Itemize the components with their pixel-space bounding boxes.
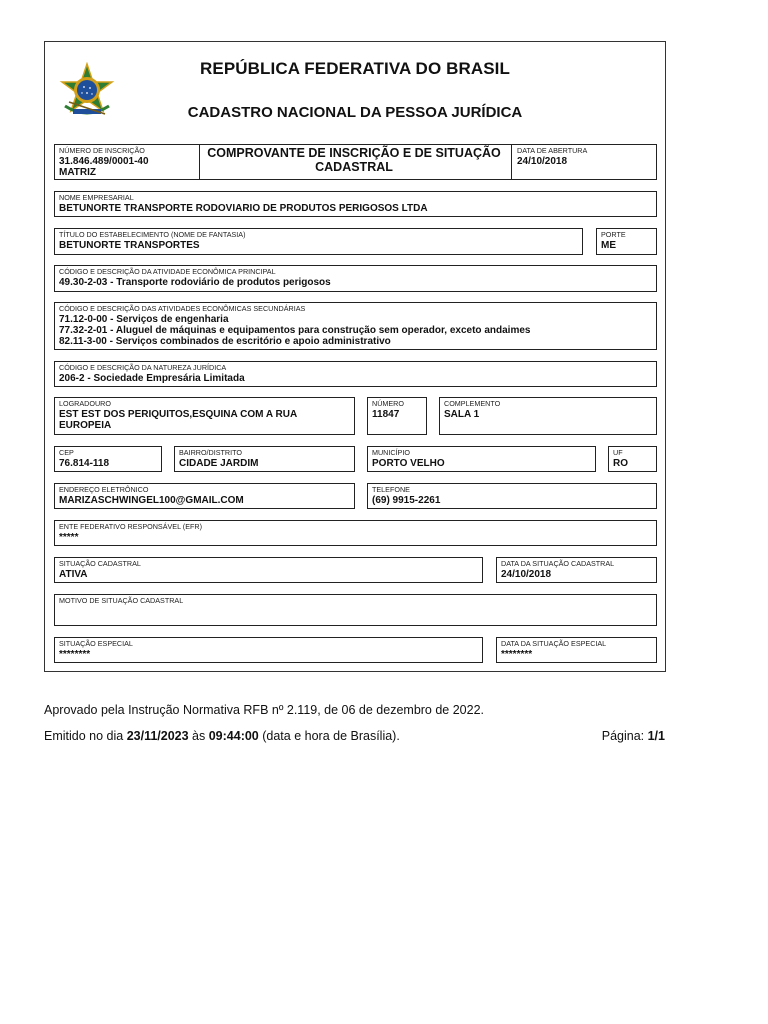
numero-label: NÚMERO [372,399,404,408]
telefone-value: (69) 9915-2261 [372,495,441,506]
issued-time: 09:44:00 [208,729,259,743]
page-indicator [602,729,665,743]
motivo-box [54,594,657,626]
natureza-juridica-label: CÓDIGO E DESCRIÇÃO DA NATUREZA JURÍDICA [59,363,227,372]
logradouro-line2: EUROPEIA [59,420,112,431]
page-value: 1/1 [647,729,665,743]
list-item: 82.11-3-00 - Serviços combinados de escritório e apoio administrativo [59,336,391,347]
doc-title-line2: CADASTRAL [315,160,393,174]
abertura-label: DATA DE ABERTURA [517,146,588,155]
abertura-value: 24/10/2018 [517,156,568,167]
brazil-coat-of-arms-icon [57,62,117,122]
issued-mid: às [188,729,209,743]
issued-prefix: Emitido no dia [44,729,127,743]
efr-box [54,520,657,546]
situacao-box [54,557,483,583]
bairro-value: CIDADE JARDIM [179,458,259,469]
situacao-data-box [496,557,657,583]
document-title [198,146,510,174]
issued-suffix: (data e hora de Brasília). [258,729,400,743]
inscricao-value: 31.846.489/0001-40 [59,156,149,167]
inscricao-label: NÚMERO DE INSCRIÇÃO [59,146,145,155]
cep-value: 76.814-118 [59,458,110,469]
especial-data-value: ******** [501,649,533,660]
situacao-label: SITUAÇÃO CADASTRAL [59,559,141,568]
issued-date: 23/11/2023 [126,729,189,743]
especial-label: SITUAÇÃO ESPECIAL [59,639,133,648]
complemento-label: COMPLEMENTO [444,399,501,408]
efr-label: ENTE FEDERATIVO RESPONSÁVEL (EFR) [59,522,202,531]
cep-box [54,446,162,472]
logradouro-box [54,397,355,435]
approval-note: Aprovado pela Instrução Normativa RFB nº 2.119, de 06 de dezembro de 2022. [44,703,485,717]
fantasia-value: BETUNORTE TRANSPORTES [59,240,200,251]
logradouro-line1: EST EST DOS PERIQUITOS,ESQUINA COM A RUA [59,409,298,420]
logradouro-label: LOGRADOURO [59,399,111,408]
email-box [54,483,355,509]
numero-box [367,397,427,435]
porte-value: ME [601,240,616,251]
fantasia-label: TÍTULO DO ESTABELECIMENTO (NOME DE FANTASIA) [59,230,246,239]
complemento-value: SALA 1 [444,409,480,420]
republic-title: REPÚBLICA FEDERATIVA DO BRASIL [200,59,510,78]
atividade-principal-label: CÓDIGO E DESCRIÇÃO DA ATIVIDADE ECONÔMICA PRINCIPAL [59,267,276,276]
nome-empresarial-value: BETUNORTE TRANSPORTE RODOVIARIO DE PRODUTOS PERIGOSOS LTDA [59,203,428,214]
situacao-data-label: DATA DA SITUAÇÃO CADASTRAL [501,559,615,568]
nome-empresarial-box [54,191,657,217]
natureza-juridica-box [54,361,657,387]
nome-empresarial-label: NOME EMPRESARIAL [59,193,134,202]
municipio-value: PORTO VELHO [372,458,445,469]
numero-value: 11847 [372,409,400,420]
complemento-box [439,397,657,435]
porte-label: PORTE [601,230,626,239]
efr-value: ***** [59,532,79,543]
bairro-label: BAIRRO/DISTRITO [179,448,242,457]
situacao-value: ATIVA [59,569,88,580]
municipio-box [367,446,596,472]
atividade-principal-value: 49.30-2-03 - Transporte rodoviário de produtos perigosos [59,277,331,288]
motivo-label: MOTIVO DE SITUAÇÃO CADASTRAL [59,596,184,605]
atividades-secundarias-label: CÓDIGO E DESCRIÇÃO DAS ATIVIDADES ECONÔMICAS SECUNDÁRIAS [59,304,306,313]
page-prefix: Página: [601,729,648,743]
telefone-box [367,483,657,509]
telefone-label: TELEFONE [372,485,410,494]
divider [511,145,512,179]
natureza-juridica-value: 206-2 - Sociedade Empresária Limitada [59,373,245,384]
especial-data-label: DATA DA SITUAÇÃO ESPECIAL [501,639,607,648]
atividade-principal-box [54,265,657,292]
especial-value: ******** [59,649,91,660]
inscricao-type: MATRIZ [59,167,97,178]
uf-value: RO [613,458,628,469]
municipio-label: MUNICÍPIO [372,448,410,457]
fantasia-box [54,228,583,255]
bairro-box [174,446,355,472]
list-item: 71.12-0-00 - Serviços de engenharia [59,314,229,325]
cep-label: CEP [59,448,74,457]
porte-box [596,228,657,255]
especial-box [54,637,483,663]
email-label: ENDEREÇO ELETRÔNICO [59,485,149,494]
registry-title: CADASTRO NACIONAL DA PESSOA JURÍDICA [187,104,523,121]
email-value: MARIZASCHWINGEL100@GMAIL.COM [59,495,244,506]
situacao-data-value: 24/10/2018 [501,569,552,580]
especial-data-box [496,637,657,663]
atividades-secundarias-box [54,302,657,350]
uf-label: UF [613,448,623,457]
issued-note [44,729,400,743]
uf-box [608,446,657,472]
doc-title-line1: COMPROVANTE DE INSCRIÇÃO E DE SITUAÇÃO [207,146,501,160]
list-item: 77.32-2-01 - Aluguel de máquinas e equipamentos para construção sem operador, exceto andaimes [59,325,531,336]
